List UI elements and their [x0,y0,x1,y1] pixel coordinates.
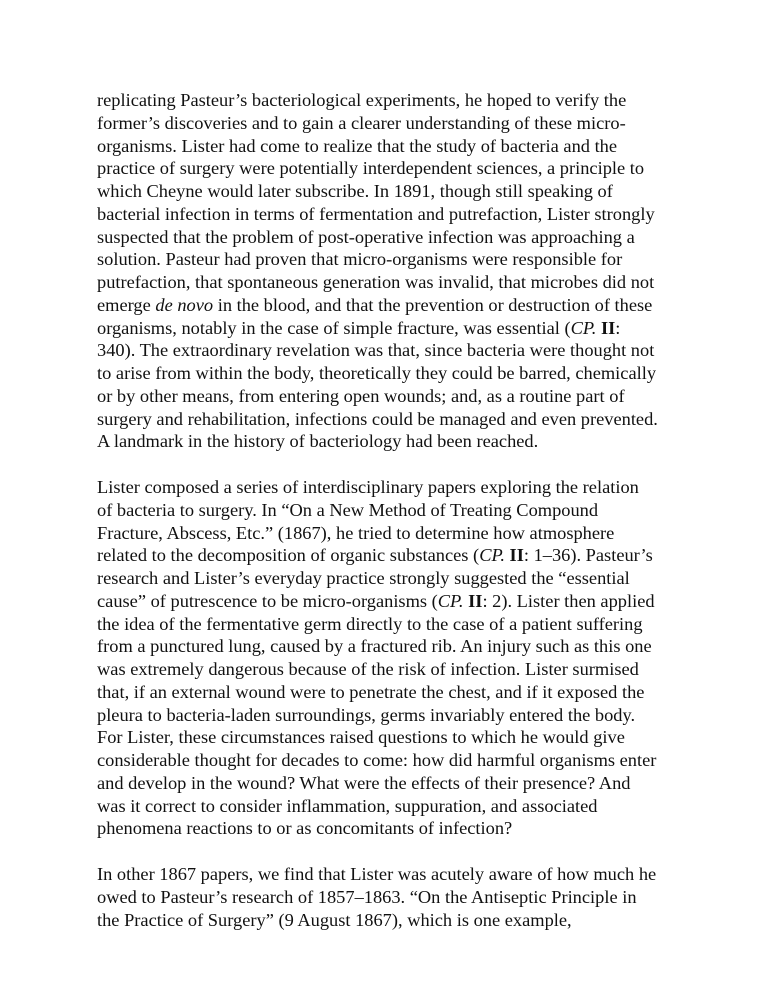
text-line: from a punctured lung, caused by a fractured rib. An injury such as this one [97,636,652,657]
document-page [97,89,717,931]
text-line: 340). The extraordinary revelation was that, since bacteria were thought not [97,340,655,361]
text-line: considerable thought for decades to come: how did harmful organisms enter [97,750,657,770]
text-run: : 2). Lister then applied [482,590,655,611]
text-line: owed to Pasteur’s research of 1857–1863. “On the Antiseptic Principle in [97,886,637,907]
text-run: cause” of putrescence to be micro-organisms ( [97,590,438,611]
text-line: pleura to bacteria-laden surroundings, germs invariably entered the body. [97,704,636,725]
text-line [97,544,717,567]
citation-volume: II [600,317,616,338]
text-line [97,294,717,317]
text-run: emerge [97,294,156,315]
text-line: or by other means, from entering open wounds; and, as a routine part of [97,385,625,406]
italic-term-de-novo: de novo [155,294,214,315]
text-line: organisms. Lister had come to realize that the study of bacteria and the [97,135,618,156]
text-line: to arise from within the body, theoretically they could be barred, chemically [97,363,657,383]
paragraph-1 [97,89,717,453]
text-line: the idea of the fermentative germ directly to the case of a patient suffering [97,613,643,634]
text-line [97,590,717,613]
paragraph-2 [97,476,717,840]
text-line: suspected that the problem of post-operative infection was approaching a [97,226,635,247]
text-line: In other 1867 papers, we find that Lister was acutely aware of how much he [97,864,657,884]
text-run: related to the decomposition of organic substances ( [97,545,480,566]
text-line: and develop in the wound? What were the effects of their presence? And [97,772,631,793]
text-line: replicating Pasteur’s bacteriological experiments, he hoped to verify the [97,90,627,110]
citation-abbrev: CP. [479,545,505,566]
text-line: phenomena reactions to or as concomitants of infection? [97,818,513,839]
citation-abbrev: CP. [437,590,464,611]
text-line: practice of surgery were potentially interdependent sciences, a principle to [97,158,645,179]
citation-volume: II [509,545,524,566]
citation-volume: II [468,590,483,611]
text-line: For Lister, these circumstances raised questions to which he would give [97,727,625,748]
text-line: solution. Pasteur had proven that micro-organisms were responsible for [97,249,623,270]
text-run: : 1–36). Pasteur’s [523,545,653,566]
paragraph-3 [97,863,717,931]
text-line [97,317,717,340]
text-line: that, if an external wound were to penetrate the chest, and if it exposed the [97,681,645,702]
text-line: putrefaction, that spontaneous generation was invalid, that microbes did not [97,272,655,292]
text-line: was it correct to consider inflammation, suppuration, and associated [97,795,598,816]
text-line: former’s discoveries and to gain a clearer understanding of these micro- [97,112,626,133]
text-line: which Cheyne would later subscribe. In 1891, though still speaking of [97,181,613,201]
text-line: Lister composed a series of interdisciplinary papers exploring the relation [97,477,639,497]
text-run: : [615,317,621,338]
text-run: organisms, notably in the case of simple fracture, was essential ( [97,317,571,338]
text-line: was extremely dangerous because of the risk of infection. Lister surmised [97,659,639,679]
text-line: of bacteria to surgery. In “On a New Method of Treating Compound [97,499,599,520]
text-line: bacterial infection in terms of fermentation and putrefaction, Lister strongly [97,203,655,224]
text-line: the Practice of Surgery” (9 August 1867), which is one example, [97,909,572,930]
text-line: Fracture, Abscess, Etc.” (1867), he tried to determine how atmosphere [97,522,615,543]
text-line: research and Lister’s everyday practice strongly suggested the “essential [97,568,630,588]
text-run: in the blood, and that the prevention or destruction of these [213,294,653,315]
citation-abbrev: CP. [570,317,597,338]
text-line: surgery and rehabilitation, infections could be managed and even prevented. [97,408,658,429]
text-line: A landmark in the history of bacteriology had been reached. [97,431,539,452]
